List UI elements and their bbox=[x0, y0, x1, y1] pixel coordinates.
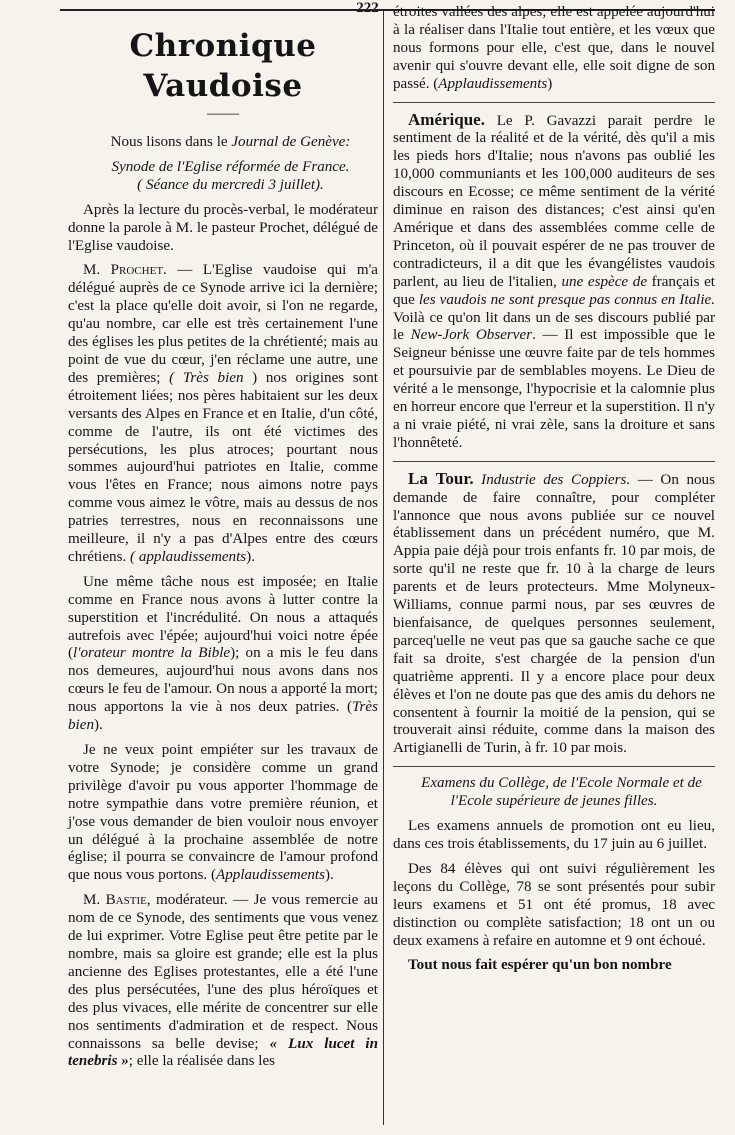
page-title: Chronique Vaudoise bbox=[129, 28, 317, 104]
paragraph-bastie: M. Bastie, modérateur. — Je vous remercie au nom de ce Synode, des sentiments que vous venez de lui exprimer. Votre Eglise peut être petite par le nombre, mais sa gloire est grande; elle est la plus ancienne des Eglises protestantes, elle a été l'une des plus persécutées, l'une des plus héroïques et des plus vivaces, elle mérite de concentrer sur elle nos sentiments d'admiration et de respect. Nous connaissons sa belle devise; « Lux lucet in tenebris »; elle la réalisée dans les bbox=[68, 892, 379, 1070]
paragraph-4: Je ne veux point empiéter sur les travaux de votre Synode; je considère comme un grand privilège d'avoir pu vous apporter l'hommage de notre sympathie dans votre première réunion, et j'ose vous demander de bien vouloir nous envoyer un délégué à la prochaine assemblée de notre église; il pourra se convaincre de l'amour profond que nous vous portons. (Applaudissements). bbox=[68, 742, 378, 884]
exam-paragraph-2: Des 84 élèves qui ont suivi régulièrement les leçons du Collège, 78 se sont présentés pour subir leurs examens et 51 ont été promus, 18 avec distinction ou complète satisfaction; 18 ont un ou deux examens à refaire en automne et 9 ont échoué. bbox=[393, 860, 715, 949]
paragraph-prochet: M. Prochet. — L'Eglise vaudoise qui m'a délégué auprès de ce Synode arrive ici la dernière; c'est la place qu'elle doit avoir, si l'on ne regarde, qu'au nombre, car elle est très certainement l'une des églises les plus petites de la chrétienté; mais au point de vue du cœur, j'en réclame une autre, une des premières; ( Très bien ) nos origines sont étroitement liées; nos pères habitaient sur les deux versants des Alpes en France et en Italie, d'un côté, comme de l'autre, ils ont été victimes des persécutions, les plus atroces; pourtant nous sommes aujourd'hui patriotes en Italie, comme vous l'êtes en France; nous aimons notre pays comme vous aimez le vôtre, mais au dessus de nos patries terrestres, nous en reconnaissons une meilleure, il n'y a pas d'Alpes entre des cœurs chrétiens. ( applaudissements). bbox=[68, 262, 378, 565]
section-divider bbox=[393, 102, 715, 103]
section-heading: La Tour. bbox=[408, 468, 474, 488]
section-divider bbox=[393, 766, 715, 767]
synod-date: ( Séance du mercredi 3 juillet). bbox=[137, 176, 324, 193]
synod-title: Synode de l'Eglise réformée de France. bbox=[111, 158, 350, 175]
intro-line: Nous lisons dans le Journal de Genève: bbox=[110, 134, 351, 150]
section-divider bbox=[393, 461, 715, 462]
paragraph-1: Après la lecture du procès-verbal, le modérateur donne la parole à M. le pasteur Prochet, délégué de l'Eglise vaudoise. bbox=[68, 201, 378, 254]
page-number: 222 bbox=[356, 0, 379, 16]
motto: « Lux lucet in tenebris » bbox=[68, 1035, 379, 1070]
title-rule: —— bbox=[207, 105, 239, 122]
exam-paragraph-1: Les examens annuels de promotion ont eu lieu, dans ces trois établissements, du 17 juin au 6 juillet. bbox=[393, 818, 715, 852]
exam-paragraph-3: Tout nous fait espérer qu'un bon nombre bbox=[408, 957, 672, 974]
column-divider bbox=[383, 10, 384, 1125]
speaker-name: M. Bastie bbox=[83, 892, 147, 909]
section-amerique: Amérique. Le P. Gavazzi parait perdre le sentiment de la réalité et de la vérité, dès qu'il a mis les pieds hors d'Italie; nous n'avons pas oublié les 10,000 communiants et les 100,000 auditeurs de ses discours en Ecosse; ce même sentiment de la vérité diminue en raison des distances; c'est ainsi qu'en Amérique et dans des assemblées comme celle de Princeton, où il pouvait espérer de ne pas trouver de contradicteurs, il a dit que les évangélistes vaudois parlent, au lieu de l'italien, une espèce de français et que les vaudois ne sont presque pas connus en Italie. Voilà ce qu'on lit dans un de ses discours publié par le New-Jork Observer. — Il est impossible que le Seigneur bénisse une œuvre faite par de tels hommes et poursuivie par de semblables moyens. Le Dieu de vérité a le mensonge, l'hypocrisie et la calomnie plus en horreur encore que l'erreur et la superstition. Il n'y a ni vraie piété, ni vrai zèle, sans la droiture et sans l'honnêteté. bbox=[393, 109, 715, 451]
continuation-paragraph: étroites vallées des alpes; elle est appelée aujourd'hui à la réaliser dans l'Italie tout entière, et les vœux que nous formons pour elle, c'est que, dans le nouvel avenir qui s'ouvre devant elle, elle soit digne de son passé. (Applaudissements) bbox=[393, 4, 715, 92]
right-column bbox=[393, 0, 715, 982]
left-column bbox=[68, 0, 378, 1078]
exam-heading: Examens du Collège, de l'Ecole Normale et de l'Ecole supérieure de jeunes filles. bbox=[421, 775, 702, 810]
section-la-tour: La Tour. Industrie des Coppiers. — On nous demande de faire connaître, pour compléter l'annonce que nous avons publiée sur ce nouvel établissement dans un précédent numéro, que M. Appia paie déjà pour trois enfants fr. 10 par mois, de sorte qu'il ne reste que fr. 10 à la charge de leurs parents et de leurs protecteurs. Mme Molyneux-Williams, connue parmi nous, par ses œuvres de bienfaisance, de quelques personnes seulement, parceq'uelle ne veut pas que sa gauche sache ce que fait sa droite, s'est chargée de la pension d'un quatrième apprenti. Il y a encore place pour deux élèves et l'on ne doute pas que des amis du dehors ne consentent à fournir la moitié de la pension, qui se trouverait ainsi réduite, comme dans la maison des Artigianelli de Turin, à fr. 10 par mois. bbox=[393, 468, 715, 757]
paragraph-3: Une même tâche nous est imposée; en Italie comme en France nous avons à lutter contre la superstition et l'incrédulité. On nous a attaqués autrefois avec l'épée; aujourd'hui voici notre épée (l'orateur montre la Bible); on a mis le feu dans nos demeures, aujourd'hui nous avons dans nos cœurs le feu de l'amour. On nous a apporté la mort; nous apportons la vie à nos deux patries. (Très bien). bbox=[68, 573, 378, 734]
section-heading: Amérique. bbox=[408, 109, 485, 129]
speaker-name: M. Prochet. bbox=[83, 262, 167, 279]
